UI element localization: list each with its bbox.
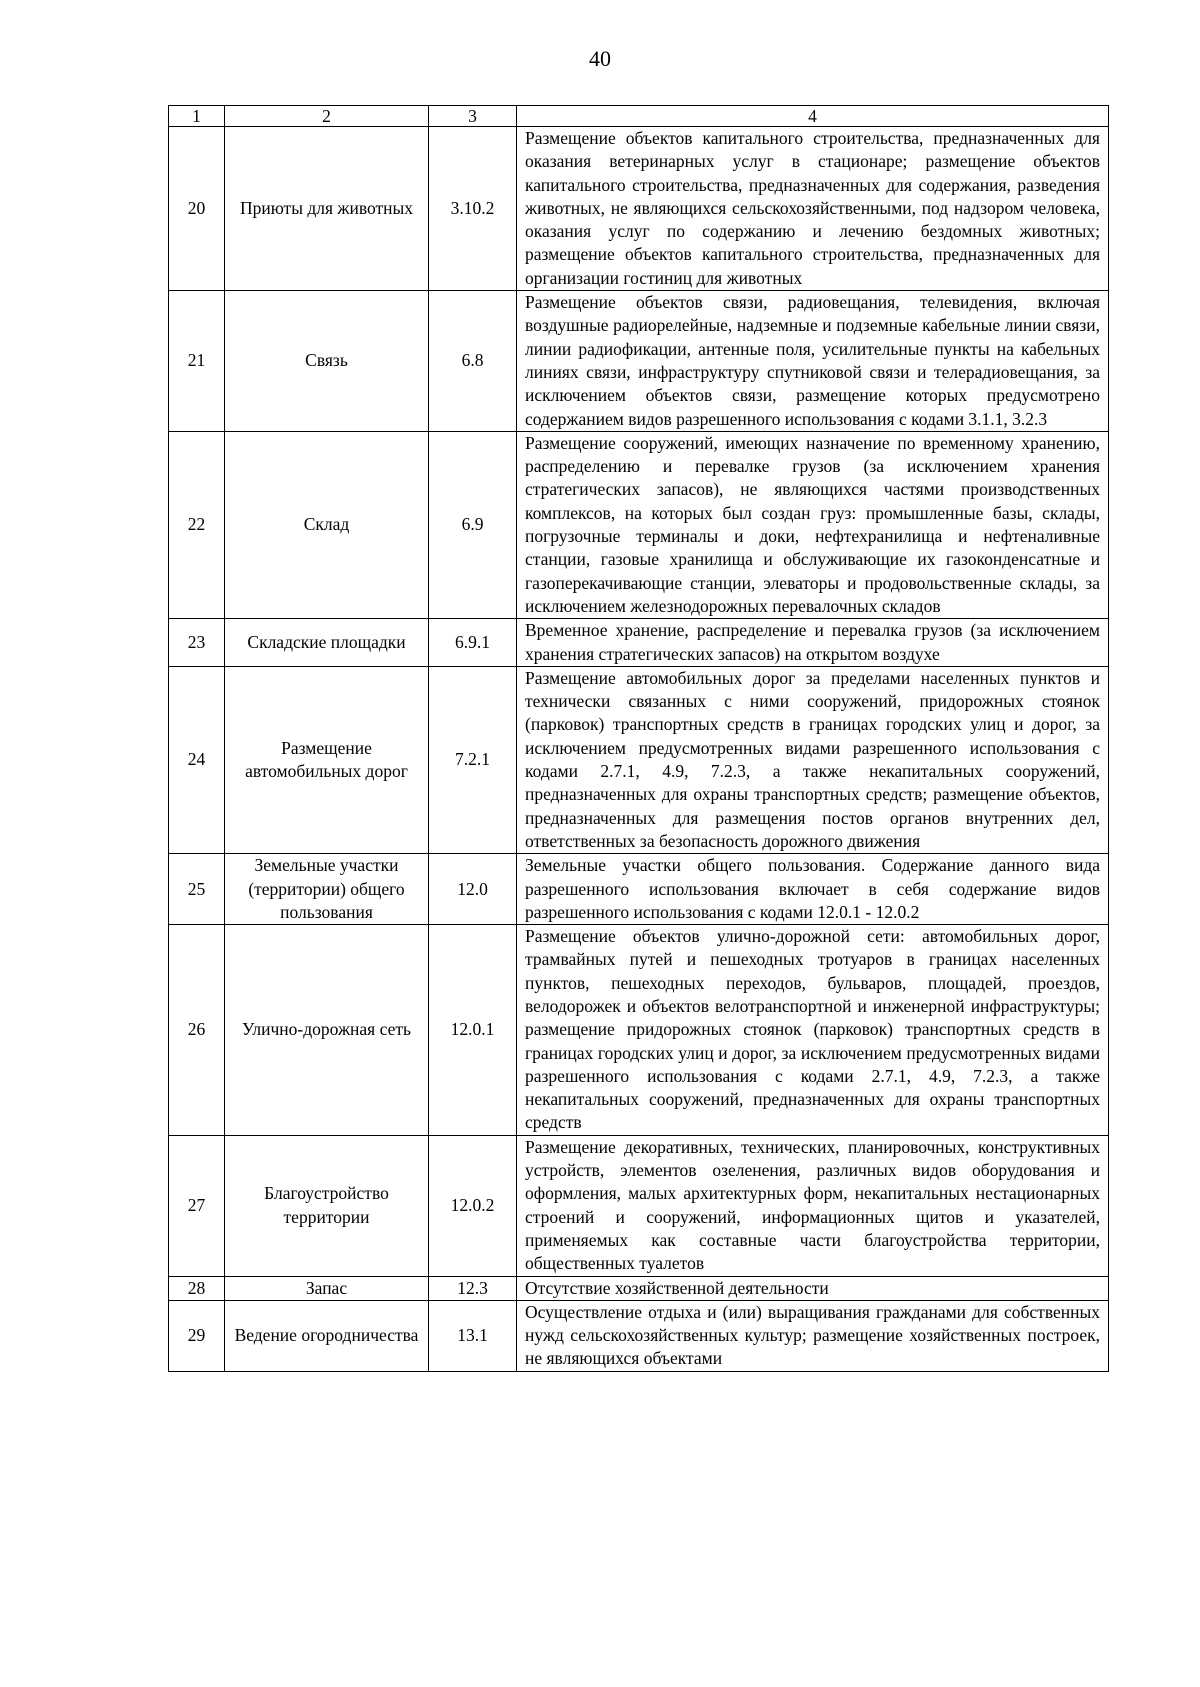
row-number: 23 — [169, 619, 225, 667]
use-name: Связь — [225, 291, 429, 432]
use-name: Склад — [225, 431, 429, 618]
table-row — [169, 1135, 1109, 1276]
use-code: 12.0 — [429, 854, 517, 925]
use-name: Благоустройство территории — [225, 1135, 429, 1276]
row-number: 26 — [169, 925, 225, 1136]
use-code: 6.9 — [429, 431, 517, 618]
use-name: Размещение автомобильных дорог — [225, 666, 429, 853]
use-description: Размещение сооружений, имеющих назначение по временному хранению, распределению и перевалке грузов (за исключением хранения стратегических запасов), не являющихся частями производственных комплексов, на которых был создан груз: промышленные базы, склады, погрузочные терминалы и доки, нефтехранилища и нефтеналивные станции, газовые хранилища и обслуживающие их газоконденсатные и газоперекачивающие станции, элеваторы и продовольственные склады, за исключением железнодорожных перевалочных складов — [517, 431, 1109, 618]
use-code: 7.2.1 — [429, 666, 517, 853]
table-row — [169, 925, 1109, 1136]
table-row — [169, 1300, 1109, 1371]
header-col-2: 2 — [225, 106, 429, 127]
use-code: 12.3 — [429, 1276, 517, 1300]
use-name: Улично-дорожная сеть — [225, 925, 429, 1136]
row-number: 24 — [169, 666, 225, 853]
page-number: 40 — [589, 46, 611, 71]
row-number: 21 — [169, 291, 225, 432]
row-number: 28 — [169, 1276, 225, 1300]
use-name: Приюты для животных — [225, 127, 429, 291]
use-code: 6.9.1 — [429, 619, 517, 667]
header-col-1: 1 — [169, 106, 225, 127]
row-number: 25 — [169, 854, 225, 925]
table-row — [169, 431, 1109, 618]
header-col-3: 3 — [429, 106, 517, 127]
use-name: Запас — [225, 1276, 429, 1300]
use-name: Земельные участки (территории) общего пользования — [225, 854, 429, 925]
use-description: Размещение объектов улично-дорожной сети: автомобильных дорог, трамвайных путей и пешеходных тротуаров в границах населенных пунктов, пешеходных переходов, бульваров, площадей, проездов, велодорожек и объектов велотранспортной и инженерной инфраструктуры; размещение придорожных стоянок (парковок) транспортных средств в границах городских улиц и дорог, за исключением предусмотренных видами разрешенного использования с кодами 2.7.1, 4.9, 7.2.3, а также некапитальных сооружений, предназначенных для охраны транспортных средств — [517, 925, 1109, 1136]
use-description: Размещение декоративных, технических, планировочных, конструктивных устройств, элементов озеленения, различных видов оборудования и оформления, малых архитектурных форм, некапитальных нестационарных строений и сооружений, информационных щитов и указателей, применяемых как составные части благоустройства территории, общественных туалетов — [517, 1135, 1109, 1276]
use-name: Складские площадки — [225, 619, 429, 667]
table-row — [169, 127, 1109, 291]
use-description: Осуществление отдыха и (или) выращивания гражданами для собственных нужд сельскохозяйственных культур; размещение хозяйственных построек, не являющихся объектами — [517, 1300, 1109, 1371]
table-row — [169, 291, 1109, 432]
use-name: Ведение огородничества — [225, 1300, 429, 1371]
use-description: Земельные участки общего пользования. Содержание данного вида разрешенного использования включает в себя содержание видов разрешенного использования с кодами 12.0.1 - 12.0.2 — [517, 854, 1109, 925]
row-number: 29 — [169, 1300, 225, 1371]
table-row — [169, 854, 1109, 925]
table-row — [169, 666, 1109, 853]
table-row — [169, 619, 1109, 667]
land-use-table — [168, 105, 1109, 1372]
row-number: 22 — [169, 431, 225, 618]
use-description: Отсутствие хозяйственной деятельности — [517, 1276, 1109, 1300]
use-code: 13.1 — [429, 1300, 517, 1371]
use-code: 6.8 — [429, 291, 517, 432]
header-row — [169, 106, 1109, 127]
use-code: 12.0.1 — [429, 925, 517, 1136]
table-row — [169, 1276, 1109, 1300]
use-description: Временное хранение, распределение и перевалка грузов (за исключением хранения стратегических запасов) на открытом воздухе — [517, 619, 1109, 667]
use-code: 3.10.2 — [429, 127, 517, 291]
use-description: Размещение объектов капитального строительства, предназначенных для оказания ветеринарных услуг в стационаре; размещение объектов капитального строительства, предназначенных для содержания, разведения животных, не являющихся сельскохозяйственными, под надзором человека, оказания услуг по содержанию и лечению бездомных животных; размещение объектов капитального строительства, предназначенных для организации гостиниц для животных — [517, 127, 1109, 291]
use-description: Размещение объектов связи, радиовещания, телевидения, включая воздушные радиорелейные, надземные и подземные кабельные линии связи, линии радиофикации, антенные поля, усилительные пункты на кабельных линиях связи, инфраструктуру спутниковой связи и телерадиовещания, за исключением объектов связи, размещение которых предусмотрено содержанием видов разрешенного использования с кодами 3.1.1, 3.2.3 — [517, 291, 1109, 432]
row-number: 20 — [169, 127, 225, 291]
row-number: 27 — [169, 1135, 225, 1276]
header-col-4: 4 — [517, 106, 1109, 127]
use-code: 12.0.2 — [429, 1135, 517, 1276]
use-description: Размещение автомобильных дорог за пределами населенных пунктов и технически связанных с ними сооружений, придорожных стоянок (парковок) транспортных средств в границах городских улиц и дорог, за исключением предусмотренных видами разрешенного использования с кодами 2.7.1, 4.9, 7.2.3, а также некапитальных сооружений, предназначенных для охраны транспортных средств; размещение объектов, предназначенных для размещения постов органов внутренних дел, ответственных за безопасность дорожного движения — [517, 666, 1109, 853]
